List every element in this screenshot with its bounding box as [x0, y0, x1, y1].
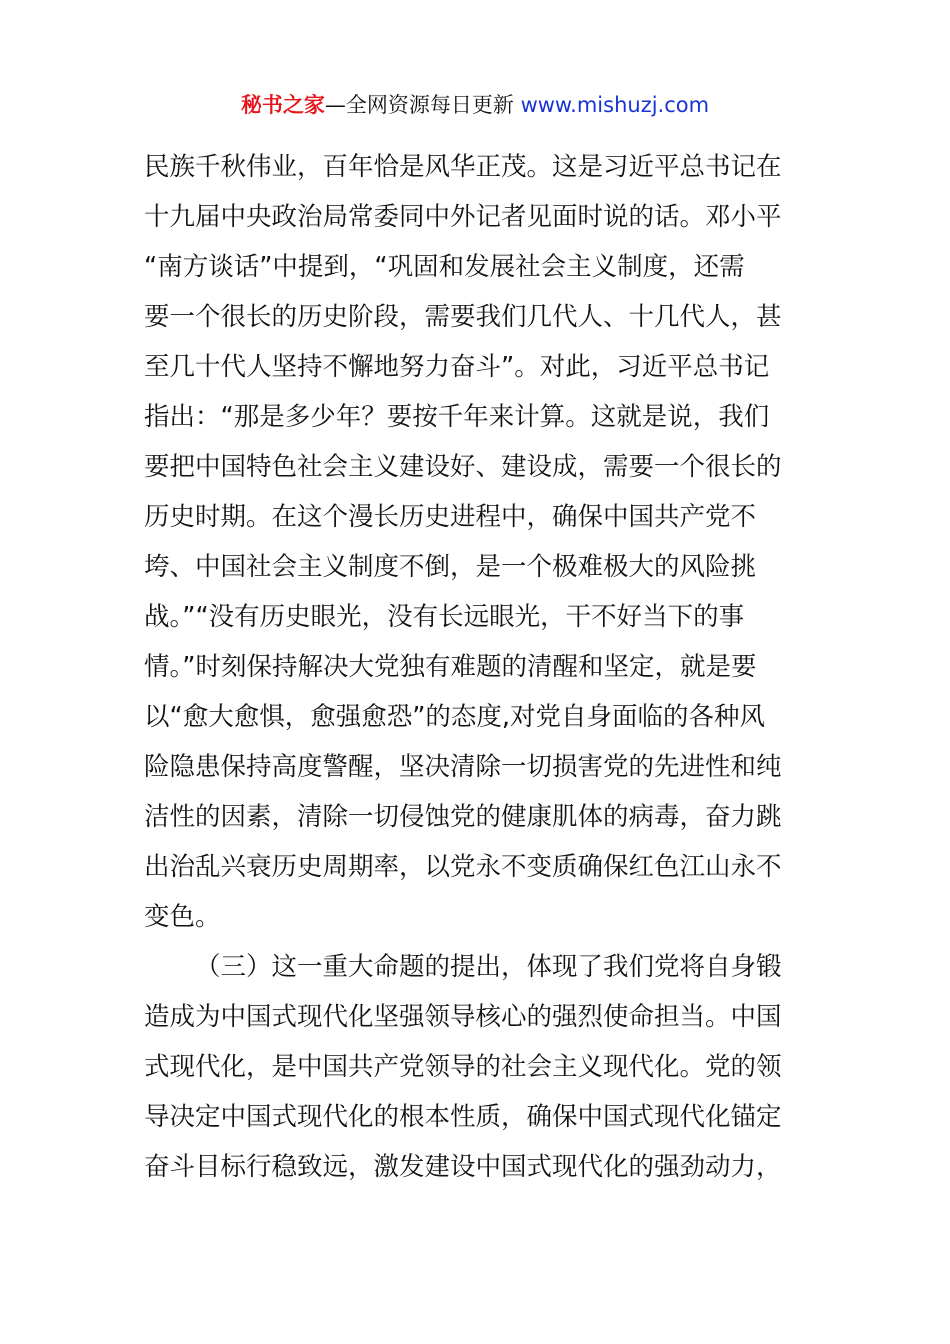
text-line: 要一个很长的历史阶段，需要我们几代人、十几代人，甚: [144, 302, 782, 332]
text-line: 险隐患保持高度警醒，坚决清除一切损害党的先进性和纯: [144, 752, 782, 782]
paragraph-heading-line: （三）这一重大命题的提出，体现了我们党将自身锻: [195, 952, 782, 982]
text-line: 民族千秋伟业，百年恰是风华正茂。这是习近平总书记在: [144, 152, 782, 182]
text-line: “南方谈话”中提到，“巩固和发展社会主义制度，还需: [144, 252, 745, 282]
text-line: 造成为中国式现代化坚强领导核心的强烈使命担当。中国: [144, 1002, 782, 1032]
text-line: 洁性的因素，清除一切侵蚀党的健康肌体的病毒，奋力跳: [144, 802, 782, 832]
brand-name: 秘书之家: [240, 93, 325, 117]
text-line: 至几十代人坚持不懈地努力奋斗”。对此，习近平总书记: [144, 352, 770, 382]
text-line: 奋斗目标行稳致远，激发建设中国式现代化的强劲动力，: [144, 1152, 782, 1182]
text-line: 情。”时刻保持解决大党独有难题的清醒和坚定，就是要: [144, 652, 757, 682]
text-line: 导决定中国式现代化的根本性质，确保中国式现代化锚定: [144, 1102, 782, 1132]
text-line: 历史时期。在这个漫长历史进程中，确保中国共产党不: [144, 502, 757, 532]
text-line: 垮、中国社会主义制度不倒，是一个极难极大的风险挑: [144, 552, 757, 582]
text-line: 十九届中央政治局常委同中外记者见面时说的话。邓小平: [144, 202, 782, 232]
header-tagline: —全网资源每日更新: [324, 93, 521, 117]
text-line: 式现代化，是中国共产党领导的社会主义现代化。党的领: [144, 1052, 782, 1082]
text-line: 以“愈大愈惧，愈强愈恐”的态度,对党自身面临的各种风: [144, 702, 766, 732]
text-line: 指出：“那是多少年？要按千年来计算。这就是说，我们: [144, 402, 770, 432]
page-header: [0, 88, 950, 122]
text-line: 变色。: [144, 902, 221, 932]
text-line: 要把中国特色社会主义建设好、建设成，需要一个很长的: [144, 452, 782, 482]
site-url-link[interactable]: www.mishuzj.com: [520, 93, 710, 117]
text-line: 战。”“没有历史眼光，没有长远眼光，干不好当下的事: [144, 602, 745, 632]
text-line: 出治乱兴衰历史周期率，以党永不变质确保红色江山永不: [144, 852, 782, 882]
